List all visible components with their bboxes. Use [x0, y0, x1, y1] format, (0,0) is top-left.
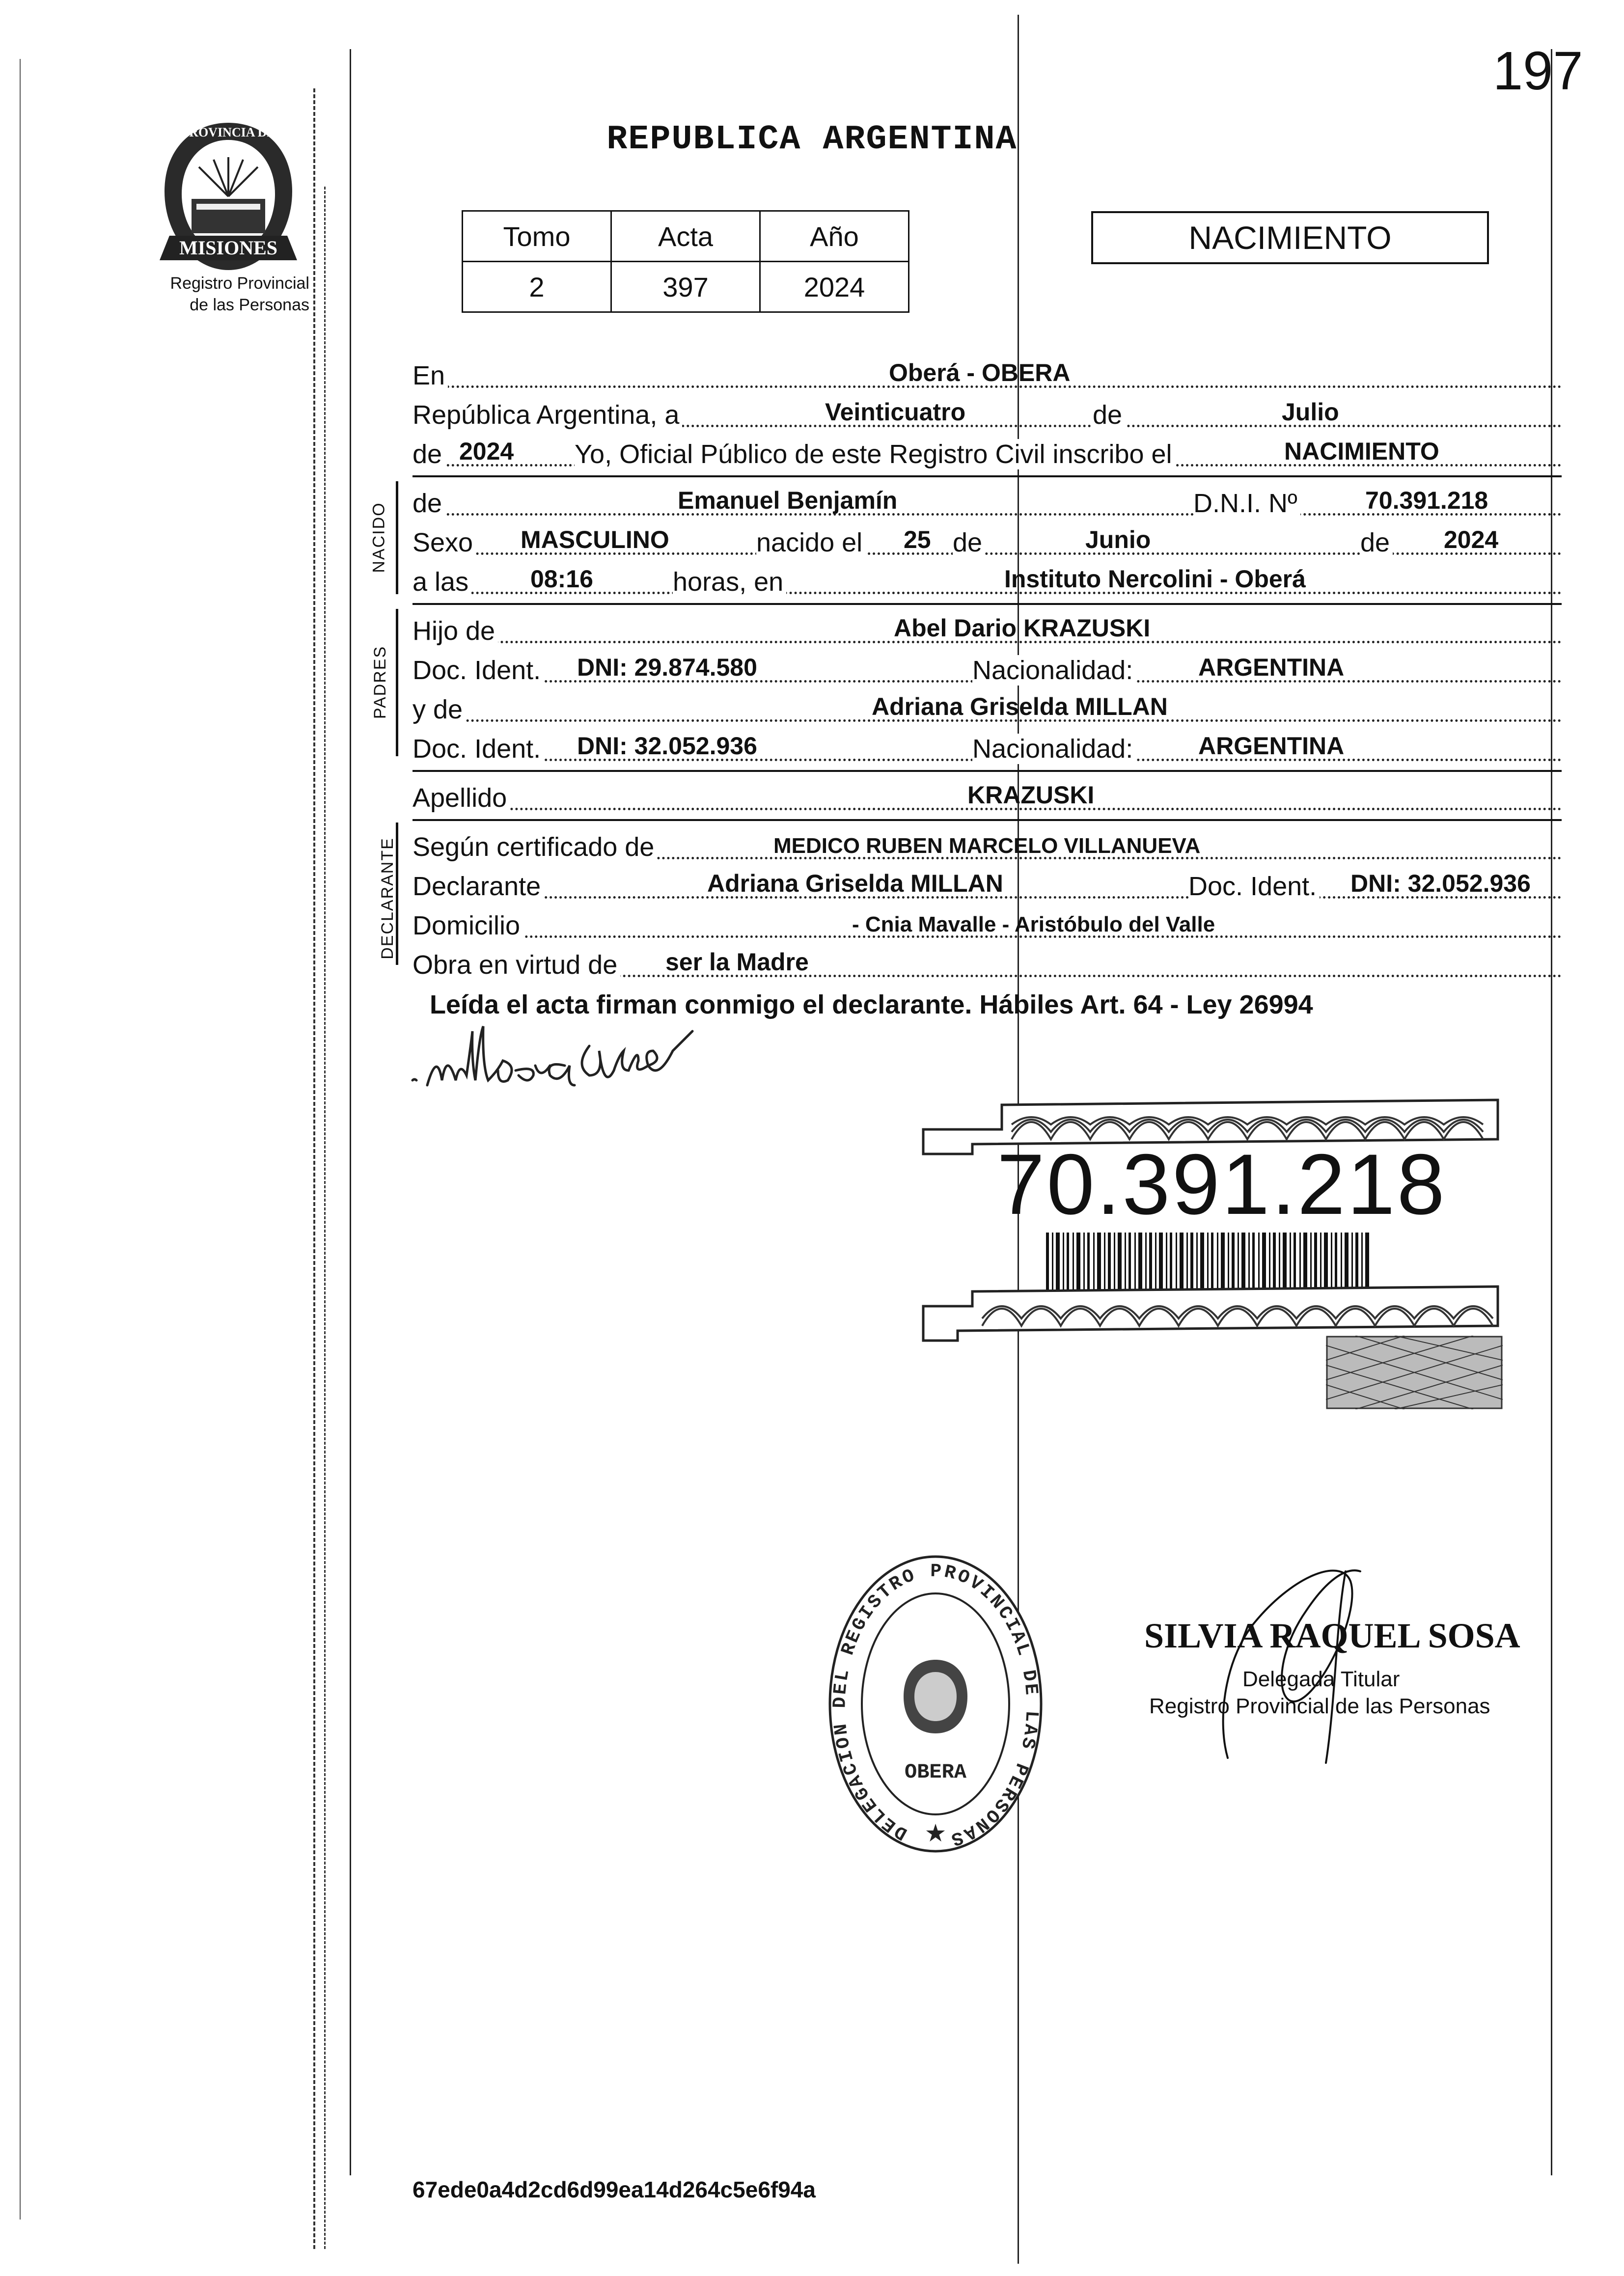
separator — [413, 475, 1562, 477]
svg-text:PROVINCIA DE: PROVINCIA DE — [181, 125, 275, 139]
official-signature — [1179, 1537, 1513, 1782]
label-apellido: Apellido — [413, 783, 510, 813]
row-anio — [413, 431, 1562, 470]
value-padre: Abel Dario KRAZUSKI — [894, 614, 1151, 642]
separator — [413, 603, 1562, 605]
label-doc: Doc. Ident. — [413, 734, 544, 764]
value-doc-padre: DNI: 29.874.580 — [577, 654, 757, 681]
registry-seal — [825, 1547, 1046, 1861]
label-de: de — [1093, 400, 1125, 430]
svg-text:DELEGACION DEL REGISTRO PROVIN: DELEGACION DEL REGISTRO PROVINCIAL DE LAS PERSONAS — [829, 1561, 1042, 1850]
value-anio-nac: 2024 — [1444, 526, 1499, 553]
value-certificado: MEDICO RUBEN MARCELO VILLANUEVA — [773, 834, 1201, 858]
record-table-header-tomo: Tomo — [463, 211, 611, 262]
value-dia-nac: 25 — [904, 526, 931, 553]
registry-label-line-1: Registro Provincial — [170, 274, 309, 293]
declarant-signature — [403, 1012, 756, 1124]
section-bar-nacido — [396, 481, 398, 594]
id-stamp-number: 70.391.218 — [997, 1137, 1447, 1233]
document-heading: REPUBLICA ARGENTINA — [606, 120, 1018, 159]
record-table-header-acta: Acta — [611, 211, 760, 262]
separator — [413, 770, 1562, 772]
value-doc-madre: DNI: 32.052.936 — [577, 732, 757, 760]
svg-text:OBERA: OBERA — [904, 1760, 967, 1784]
row-certificado — [413, 824, 1562, 863]
value-mes: Julio — [1282, 398, 1339, 426]
security-band-bottom — [913, 1277, 1503, 1345]
value-mes-nac: Junio — [1085, 526, 1151, 553]
value-tipo-acta: NACIMIENTO — [1284, 438, 1439, 465]
value-domicilio: - Cnia Mavalle - Aristóbulo del Valle — [852, 912, 1215, 936]
record-table-value-anio: 2024 — [760, 262, 909, 312]
label-de: de — [413, 439, 445, 469]
value-sexo: MASCULINO — [521, 526, 669, 553]
row-doc-madre — [413, 726, 1562, 765]
label-nacido: nacido el — [756, 527, 865, 558]
row-obra — [413, 942, 1562, 981]
hologram-mark — [1326, 1336, 1503, 1409]
label-sexo: Sexo — [413, 527, 476, 558]
registry-label — [123, 273, 309, 316]
record-table-header-anio: Año — [760, 211, 909, 262]
label-certificado: Según certificado de — [413, 832, 657, 862]
row-republica — [413, 392, 1562, 431]
left-margin-line — [20, 59, 21, 2220]
label-declarante: Declarante — [413, 871, 544, 902]
label-horas: horas, en — [673, 567, 786, 597]
row-nombre — [413, 480, 1562, 520]
row-doc-padre — [413, 647, 1562, 686]
binding-perforation-inner — [324, 187, 326, 2249]
official-name: SILVIA RAQUEL SOSA — [1144, 1616, 1520, 1655]
value-nombre: Emanuel Benjamín — [678, 487, 898, 514]
label-obra: Obra en virtud de — [413, 950, 620, 980]
value-nac-padre: ARGENTINA — [1198, 654, 1345, 681]
row-madre — [413, 686, 1562, 726]
svg-text:MISIONES: MISIONES — [179, 237, 278, 259]
svg-text:★: ★ — [924, 1819, 947, 1847]
value-anio: 2024 — [459, 438, 514, 465]
separator — [413, 819, 1562, 821]
value-obra: ser la Madre — [665, 948, 809, 976]
row-hora — [413, 559, 1562, 598]
label-republica: República Argentina, a — [413, 400, 682, 430]
registry-label-line-2: de las Personas — [190, 296, 309, 314]
label-doc: Doc. Ident. — [413, 655, 544, 686]
label-hijo: Hijo de — [413, 616, 498, 646]
row-declarante — [413, 863, 1562, 903]
value-hora: 08:16 — [530, 565, 593, 593]
label-de: de — [953, 527, 985, 558]
document-hash: 67ede0a4d2cd6d99ea14d264c5e6f94a — [413, 2177, 816, 2202]
label-de: de — [1360, 527, 1393, 558]
value-doc-declarante: DNI: 32.052.936 — [1350, 870, 1531, 897]
record-kind-box: NACIMIENTO — [1091, 211, 1489, 264]
label-domicilio: Domicilio — [413, 910, 523, 941]
official-organization: Registro Provincial de las Personas — [1149, 1694, 1490, 1718]
section-label-padres: PADRES — [371, 645, 390, 719]
value-lugar-nac: Instituto Nercolini - Oberá — [1004, 565, 1306, 593]
value-lugar: Oberá - OBERA — [889, 359, 1071, 386]
value-dni: 70.391.218 — [1365, 487, 1488, 514]
section-bar-padres — [396, 609, 398, 756]
record-table-value-acta: 397 — [611, 262, 760, 312]
value-apellido: KRAZUSKI — [967, 781, 1095, 809]
label-nacionalidad: Nacionalidad: — [972, 655, 1136, 686]
label-dni: D.N.I. Nº — [1193, 488, 1300, 519]
closing-statement: Leída el acta firman conmigo el declarante. Hábiles Art. 64 - Ley 26994 — [430, 990, 1313, 1019]
label-oficial: Yo, Oficial Público de este Registro Civil inscribo el — [575, 439, 1175, 469]
page-number: 197 — [1493, 41, 1583, 101]
label-nacionalidad: Nacionalidad: — [972, 734, 1136, 764]
row-apellido — [413, 775, 1562, 814]
value-declarante: Adriana Griselda MILLAN — [707, 870, 1003, 897]
official-role: Delegada Titular — [1242, 1667, 1400, 1691]
label-y-de: y de — [413, 694, 466, 725]
section-label-nacido: NACIDO — [369, 502, 388, 573]
row-domicilio — [413, 903, 1562, 942]
left-border-line — [350, 49, 351, 2175]
label-en: En — [413, 360, 448, 391]
binding-perforation — [313, 88, 315, 2249]
label-a-las: a las — [413, 567, 471, 597]
value-madre: Adriana Griselda MILLAN — [872, 693, 1168, 720]
value-dia: Veinticuatro — [825, 398, 966, 426]
value-nac-madre: ARGENTINA — [1198, 732, 1345, 760]
row-hijo — [413, 608, 1562, 647]
label-de: de — [413, 488, 445, 519]
record-table — [462, 210, 909, 313]
row-sexo — [413, 520, 1562, 559]
label-doc: Doc. Ident. — [1188, 871, 1320, 902]
record-table-value-tomo: 2 — [463, 262, 611, 312]
section-label-declarante: DECLARANTE — [378, 837, 397, 960]
row-en — [413, 353, 1562, 392]
